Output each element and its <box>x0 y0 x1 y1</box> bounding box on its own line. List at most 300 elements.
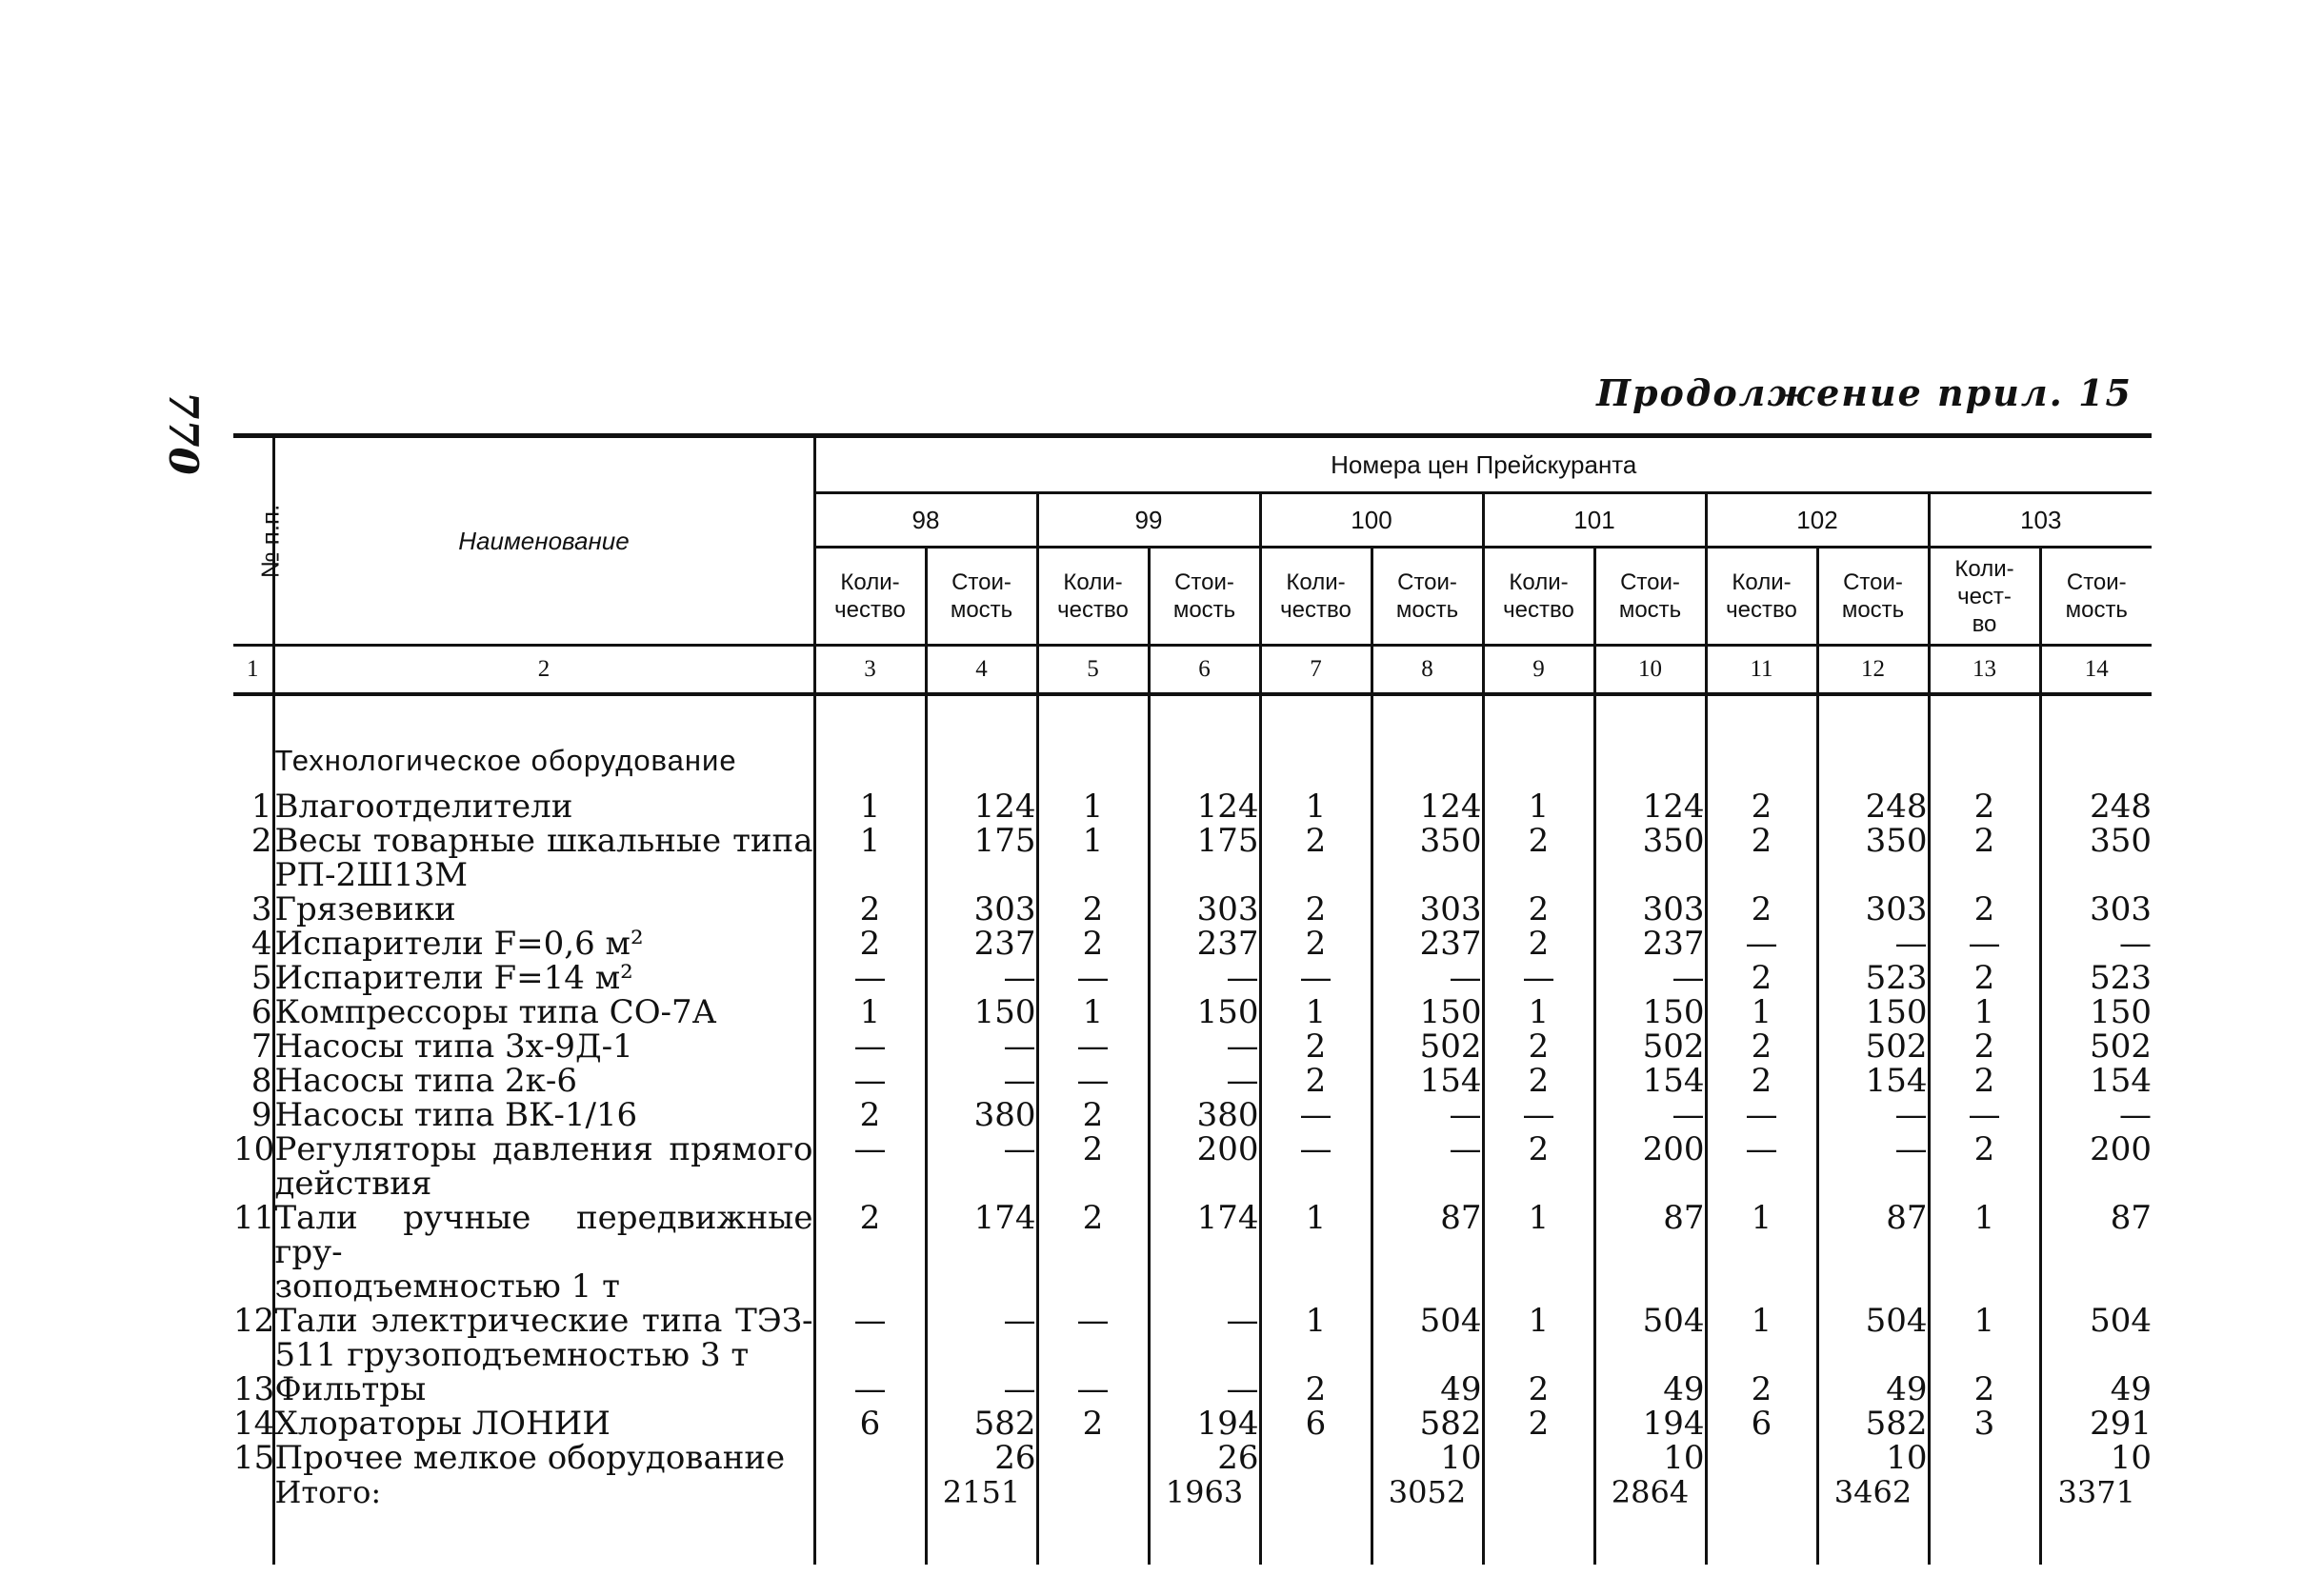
cost-cell: 174 <box>1149 1201 1260 1269</box>
cost-cell: — <box>1817 927 1929 961</box>
quantity-cell: 2 <box>1037 892 1149 927</box>
quantity-cell: 1 <box>1929 995 2040 1029</box>
group-header: 99 <box>1037 493 1260 548</box>
quantity-cell: 2 <box>1483 1029 1594 1064</box>
spacer-row <box>233 694 2152 744</box>
cost-cell: 150 <box>2040 995 2152 1029</box>
quantity-cell: 2 <box>1706 789 1817 824</box>
empty-cell <box>1149 1338 1260 1372</box>
qty-header: Коли- чество <box>1037 548 1149 646</box>
cost-cell: 248 <box>2040 789 2152 824</box>
quantity-cell: 2 <box>1037 927 1149 961</box>
quantity-cell: — <box>1037 1304 1149 1338</box>
quantity-cell: 6 <box>814 1406 926 1441</box>
empty-cell <box>1483 1269 1594 1304</box>
quantity-cell: 6 <box>1260 1406 1372 1441</box>
cost-cell: 87 <box>1817 1201 1929 1269</box>
quantity-cell: 2 <box>1483 1372 1594 1406</box>
quantity-cell: 1 <box>1706 1201 1817 1269</box>
cost-header: Стои- мость <box>1372 548 1483 646</box>
quantity-cell: 2 <box>1483 892 1594 927</box>
cost-cell: 150 <box>1149 995 1260 1029</box>
table-row-continuation <box>233 858 2152 892</box>
quantity-cell <box>814 1441 926 1475</box>
quantity-cell: — <box>1260 1098 1372 1132</box>
total-cost: 2151 <box>926 1475 1037 1523</box>
item-name: Регуляторы давления прямого <box>274 1130 813 1168</box>
item-name-continuation: действия <box>273 1167 814 1201</box>
row-number: 9 <box>250 1096 272 1134</box>
quantity-cell: 1 <box>1037 789 1149 824</box>
cost-cell: — <box>1149 961 1260 995</box>
item-name: Насосы типа ВК-1/16 <box>273 1098 814 1132</box>
quantity-cell: 1 <box>1706 995 1817 1029</box>
cost-cell: — <box>926 1064 1037 1098</box>
quantity-cell: 1 <box>1260 789 1372 824</box>
total-cost: 1963 <box>1149 1475 1260 1523</box>
row-number: 5 <box>250 959 272 997</box>
cost-cell: 10 <box>1817 1441 1929 1475</box>
quantity-cell <box>1483 1441 1594 1475</box>
quantity-cell: — <box>1706 1098 1817 1132</box>
empty-cell <box>814 1338 926 1372</box>
empty-cell <box>1260 858 1372 892</box>
group-header: 102 <box>1706 493 1929 548</box>
quantity-cell: 2 <box>1260 1372 1372 1406</box>
column-number: 10 <box>1594 646 1706 695</box>
quantity-cell: 2 <box>1260 892 1372 927</box>
item-name: Прочее мелкое оборудование <box>273 1441 814 1475</box>
item-name: Тали ручные передвижные гру- <box>274 1199 813 1271</box>
empty-cell <box>1372 858 1483 892</box>
empty-cell <box>1149 858 1260 892</box>
quantity-cell: 2 <box>1929 1029 2040 1064</box>
quantity-cell: 2 <box>1260 1029 1372 1064</box>
quantity-cell: 1 <box>1037 995 1149 1029</box>
empty-cell <box>1372 1167 1483 1201</box>
quantity-cell: — <box>1929 1098 2040 1132</box>
table-row <box>233 927 2152 961</box>
quantity-cell: 2 <box>814 927 926 961</box>
group-header: 98 <box>814 493 1037 548</box>
row-number: 4 <box>250 925 272 963</box>
cost-cell: 523 <box>2040 961 2152 995</box>
table-row <box>233 1064 2152 1098</box>
column-number: 4 <box>926 646 1037 695</box>
quantity-cell: — <box>814 1372 926 1406</box>
cost-cell: 175 <box>926 824 1037 858</box>
cost-cell: 10 <box>2040 1441 2152 1475</box>
cost-cell: 350 <box>1372 824 1483 858</box>
item-name: Тали электрические типа ТЭЗ- <box>274 1302 813 1340</box>
cost-cell: 10 <box>1372 1441 1483 1475</box>
quantity-cell: 2 <box>1037 1098 1149 1132</box>
cost-cell: 303 <box>1817 892 1929 927</box>
cost-cell: 49 <box>1372 1372 1483 1406</box>
item-name: Весы товарные шкальные типа <box>274 822 813 860</box>
quantity-cell: — <box>1483 961 1594 995</box>
empty-cell <box>1260 1167 1372 1201</box>
quantity-cell: 1 <box>1483 789 1594 824</box>
table-row <box>233 1304 2152 1338</box>
cost-cell: 350 <box>1817 824 1929 858</box>
cost-cell: 124 <box>1372 789 1483 824</box>
quantity-cell: 1 <box>1037 824 1149 858</box>
empty-cell <box>1929 1475 2040 1523</box>
cost-cell: 154 <box>1594 1064 1706 1098</box>
quantity-cell <box>1929 1441 2040 1475</box>
row-number: 3 <box>250 890 272 928</box>
row-number: 15 <box>233 1439 275 1477</box>
column-number-row <box>233 646 2152 695</box>
item-name-continuation: РП-2Ш13М <box>273 858 814 892</box>
empty-cell <box>1706 1167 1817 1201</box>
quantity-cell: — <box>1929 927 2040 961</box>
quantity-cell: — <box>814 1304 926 1338</box>
empty-cell <box>926 1338 1037 1372</box>
cost-cell: 154 <box>2040 1064 2152 1098</box>
quantity-cell: 2 <box>1706 824 1817 858</box>
cost-cell: — <box>926 1029 1037 1064</box>
cost-cell: 303 <box>2040 892 2152 927</box>
table-row <box>233 1441 2152 1475</box>
quantity-cell: — <box>814 1064 926 1098</box>
qty-header: Коли- чество <box>1706 548 1817 646</box>
cost-cell: 237 <box>1372 927 1483 961</box>
quantity-cell <box>1706 1441 1817 1475</box>
empty-cell <box>1817 858 1929 892</box>
empty-cell <box>1037 1269 1149 1304</box>
cost-cell: 350 <box>2040 824 2152 858</box>
cost-cell: — <box>2040 1098 2152 1132</box>
cost-cell: 303 <box>1594 892 1706 927</box>
empty-cell <box>926 1167 1037 1201</box>
row-number: 8 <box>250 1062 272 1100</box>
empty-cell <box>1929 1269 2040 1304</box>
column-number: 5 <box>1037 646 1149 695</box>
quantity-cell: 2 <box>814 892 926 927</box>
row-number: 6 <box>250 993 272 1031</box>
column-number: 3 <box>814 646 926 695</box>
cost-cell: — <box>1372 1098 1483 1132</box>
cost-cell: — <box>1594 961 1706 995</box>
quantity-cell: 1 <box>814 789 926 824</box>
cost-cell: 237 <box>1149 927 1260 961</box>
quantity-cell: 3 <box>1929 1406 2040 1441</box>
cost-cell: 523 <box>1817 961 1929 995</box>
quantity-cell: 2 <box>1260 1064 1372 1098</box>
table-row-continuation <box>233 1269 2152 1304</box>
table-row <box>233 1372 2152 1406</box>
quantity-cell <box>1037 1441 1149 1475</box>
row-number-empty <box>233 1167 273 1201</box>
empty-cell <box>1149 1269 1260 1304</box>
cost-cell: 154 <box>1372 1064 1483 1098</box>
empty-cell <box>814 1167 926 1201</box>
column-number: 1 <box>233 646 273 695</box>
cost-cell: 124 <box>1149 789 1260 824</box>
empty-cell <box>1706 1338 1817 1372</box>
cost-cell: — <box>926 1372 1037 1406</box>
quantity-cell: — <box>1706 1132 1817 1167</box>
group-header: 100 <box>1260 493 1483 548</box>
total-cost: 2864 <box>1594 1475 1706 1523</box>
total-cost: 3462 <box>1817 1475 1929 1523</box>
cost-cell: 582 <box>1372 1406 1483 1441</box>
empty-cell <box>2040 1269 2152 1304</box>
table-row <box>233 789 2152 824</box>
cost-cell: — <box>1149 1304 1260 1338</box>
row-number: 2 <box>250 822 272 860</box>
quantity-cell: 2 <box>1929 961 2040 995</box>
table-row <box>233 1132 2152 1167</box>
empty-cell <box>1706 1269 1817 1304</box>
quantity-cell: — <box>1037 1064 1149 1098</box>
cost-cell: — <box>926 1132 1037 1167</box>
quantity-cell: 2 <box>814 1098 926 1132</box>
cost-header: Стои- мость <box>1817 548 1929 646</box>
row-number: 7 <box>250 1027 272 1066</box>
empty-cell <box>1372 1338 1483 1372</box>
group-header: 103 <box>1929 493 2152 548</box>
cost-cell: — <box>1149 1064 1260 1098</box>
cost-cell: 291 <box>2040 1406 2152 1441</box>
cost-cell: — <box>1594 1098 1706 1132</box>
cost-cell: 502 <box>1372 1029 1483 1064</box>
quantity-cell: 1 <box>1929 1304 2040 1338</box>
cost-cell: 504 <box>1372 1304 1483 1338</box>
qty-header: Коли- чество <box>1483 548 1594 646</box>
empty-cell <box>1706 1475 1817 1523</box>
total-label: Итого: <box>273 1475 814 1523</box>
table-row <box>233 824 2152 858</box>
page-subtitle: Продолжение прил. 15 <box>1596 371 2133 414</box>
empty-cell <box>926 1269 1037 1304</box>
npp-header: № п.п. <box>233 436 273 646</box>
quantity-cell: — <box>1037 961 1149 995</box>
quantity-cell: 1 <box>1260 1201 1372 1269</box>
empty-cell <box>1483 858 1594 892</box>
cost-cell: 303 <box>1149 892 1260 927</box>
quantity-cell: 1 <box>814 824 926 858</box>
cost-cell: 303 <box>1372 892 1483 927</box>
price-list-caption: Номера цен Прейскуранта <box>814 436 2152 493</box>
quantity-cell: 2 <box>1706 892 1817 927</box>
cost-cell: 502 <box>1817 1029 1929 1064</box>
cost-cell: 174 <box>926 1201 1037 1269</box>
empty-cell <box>1594 1269 1706 1304</box>
row-number: 14 <box>233 1405 275 1443</box>
empty-cell <box>1929 858 2040 892</box>
quantity-cell: 1 <box>814 995 926 1029</box>
quantity-cell: 2 <box>1483 824 1594 858</box>
row-number: 1 <box>250 788 272 826</box>
qty-header: Коли- чество <box>1260 548 1372 646</box>
empty-cell <box>1929 1338 2040 1372</box>
cost-cell: 237 <box>926 927 1037 961</box>
quantity-cell: 1 <box>1929 1201 2040 1269</box>
empty-cell <box>814 858 926 892</box>
section-title: Технологическое оборудование <box>273 744 814 789</box>
cost-cell: 87 <box>2040 1201 2152 1269</box>
empty-cell <box>814 1475 926 1523</box>
item-name: Насосы типа 2к-6 <box>273 1064 814 1098</box>
empty-cell <box>1260 1269 1372 1304</box>
group-header: 101 <box>1483 493 1706 548</box>
quantity-cell: 2 <box>1706 1029 1817 1064</box>
cost-cell: 237 <box>1594 927 1706 961</box>
quantity-cell: — <box>814 961 926 995</box>
empty-cell <box>1372 1269 1483 1304</box>
cost-cell: 380 <box>1149 1098 1260 1132</box>
cost-cell: 582 <box>1817 1406 1929 1441</box>
table-row <box>233 995 2152 1029</box>
quantity-cell: 1 <box>1483 1201 1594 1269</box>
item-name-continuation: 511 грузоподъемностью 3 т <box>273 1338 814 1372</box>
empty-cell <box>1483 1167 1594 1201</box>
quantity-cell: — <box>1037 1372 1149 1406</box>
quantity-cell: 1 <box>1483 1304 1594 1338</box>
cost-cell: — <box>1149 1372 1260 1406</box>
section-row <box>233 744 2152 789</box>
quantity-cell: 2 <box>1706 1372 1817 1406</box>
empty-cell <box>1817 1338 1929 1372</box>
tail-row <box>233 1523 2152 1565</box>
quantity-cell: 2 <box>1706 961 1817 995</box>
quantity-cell: 2 <box>1037 1406 1149 1441</box>
empty-cell <box>1037 858 1149 892</box>
table-row-continuation <box>233 1338 2152 1372</box>
cost-cell: 303 <box>926 892 1037 927</box>
empty-cell <box>1817 1167 1929 1201</box>
cost-cell: 87 <box>1594 1201 1706 1269</box>
quantity-cell: 6 <box>1706 1406 1817 1441</box>
cost-cell: — <box>2040 927 2152 961</box>
quantity-cell: 2 <box>1929 892 2040 927</box>
cost-cell: — <box>1817 1098 1929 1132</box>
row-number: 11 <box>233 1199 275 1237</box>
column-number: 2 <box>273 646 814 695</box>
empty-cell <box>2040 858 2152 892</box>
cost-cell: 200 <box>2040 1132 2152 1167</box>
item-name-continuation: зоподъемностью 1 т <box>273 1269 814 1304</box>
qty-header: Коли- чест- во <box>1929 548 2040 646</box>
cost-cell: 124 <box>926 789 1037 824</box>
item-name: Хлораторы ЛОНИИ <box>273 1406 814 1441</box>
page-number: 770 <box>160 391 207 475</box>
quantity-cell: 1 <box>1260 1304 1372 1338</box>
quantity-cell: — <box>1037 1029 1149 1064</box>
table-row <box>233 1098 2152 1132</box>
cost-cell: 49 <box>1594 1372 1706 1406</box>
cost-cell: 194 <box>1149 1406 1260 1441</box>
cost-cell: 502 <box>2040 1029 2152 1064</box>
cost-cell: 10 <box>1594 1441 1706 1475</box>
price-table <box>233 433 2152 1565</box>
row-number-empty <box>233 1338 273 1372</box>
empty-cell <box>1817 1269 1929 1304</box>
column-number: 8 <box>1372 646 1483 695</box>
empty-cell <box>1037 1338 1149 1372</box>
cost-cell: 504 <box>1594 1304 1706 1338</box>
quantity-cell: — <box>1483 1098 1594 1132</box>
cost-cell: 150 <box>1372 995 1483 1029</box>
item-name: Компрессоры типа СО-7А <box>273 995 814 1029</box>
row-number-empty <box>233 1475 273 1523</box>
empty-cell <box>1929 1167 2040 1201</box>
cost-cell: 175 <box>1149 824 1260 858</box>
quantity-cell: — <box>814 1029 926 1064</box>
cost-cell: 26 <box>1149 1441 1260 1475</box>
row-number-empty <box>233 858 273 892</box>
empty-cell <box>1706 858 1817 892</box>
empty-cell <box>1260 1338 1372 1372</box>
cost-cell: 194 <box>1594 1406 1706 1441</box>
quantity-cell: 2 <box>814 1201 926 1269</box>
cost-cell: 87 <box>1372 1201 1483 1269</box>
cost-header: Стои- мость <box>926 548 1037 646</box>
row-number: 12 <box>233 1302 275 1340</box>
cost-cell: 350 <box>1594 824 1706 858</box>
empty-cell <box>1149 1167 1260 1201</box>
quantity-cell: 2 <box>1929 789 2040 824</box>
quantity-cell: 2 <box>1260 824 1372 858</box>
quantity-cell: 2 <box>1037 1201 1149 1269</box>
empty-cell <box>2040 1338 2152 1372</box>
quantity-cell <box>1260 1441 1372 1475</box>
cost-cell: — <box>1149 1029 1260 1064</box>
quantity-cell: 1 <box>1483 995 1594 1029</box>
item-name: Фильтры <box>273 1372 814 1406</box>
quantity-cell: 2 <box>1929 1132 2040 1167</box>
table-row <box>233 1201 2152 1269</box>
table-row <box>233 1029 2152 1064</box>
empty-cell <box>1594 1338 1706 1372</box>
quantity-cell: — <box>814 1132 926 1167</box>
table-row <box>233 961 2152 995</box>
row-number: 10 <box>233 1130 275 1168</box>
qty-header: Коли- чество <box>814 548 926 646</box>
quantity-cell: 2 <box>1706 1064 1817 1098</box>
empty-cell <box>2040 1167 2152 1201</box>
cost-cell: 582 <box>926 1406 1037 1441</box>
quantity-cell: 1 <box>1706 1304 1817 1338</box>
column-number: 7 <box>1260 646 1372 695</box>
total-row <box>233 1475 2152 1523</box>
column-number: 13 <box>1929 646 2040 695</box>
quantity-cell: 2 <box>1483 1064 1594 1098</box>
cost-cell: 49 <box>1817 1372 1929 1406</box>
empty-cell <box>1260 1475 1372 1523</box>
cost-header: Стои- мость <box>1149 548 1260 646</box>
cost-cell: — <box>926 1304 1037 1338</box>
cost-cell: 154 <box>1817 1064 1929 1098</box>
item-name: Грязевики <box>273 892 814 927</box>
column-number: 9 <box>1483 646 1594 695</box>
cost-cell: 380 <box>926 1098 1037 1132</box>
quantity-cell: 2 <box>1929 824 2040 858</box>
cost-cell: 200 <box>1594 1132 1706 1167</box>
column-number: 6 <box>1149 646 1260 695</box>
cost-cell: — <box>1372 961 1483 995</box>
cost-cell: 150 <box>1594 995 1706 1029</box>
item-name: Насосы типа 3х-9Д-1 <box>273 1029 814 1064</box>
cost-cell: 248 <box>1817 789 1929 824</box>
quantity-cell: 1 <box>1260 995 1372 1029</box>
quantity-cell: — <box>1260 961 1372 995</box>
empty-cell <box>1037 1167 1149 1201</box>
item-name: Влагоотделители <box>273 789 814 824</box>
